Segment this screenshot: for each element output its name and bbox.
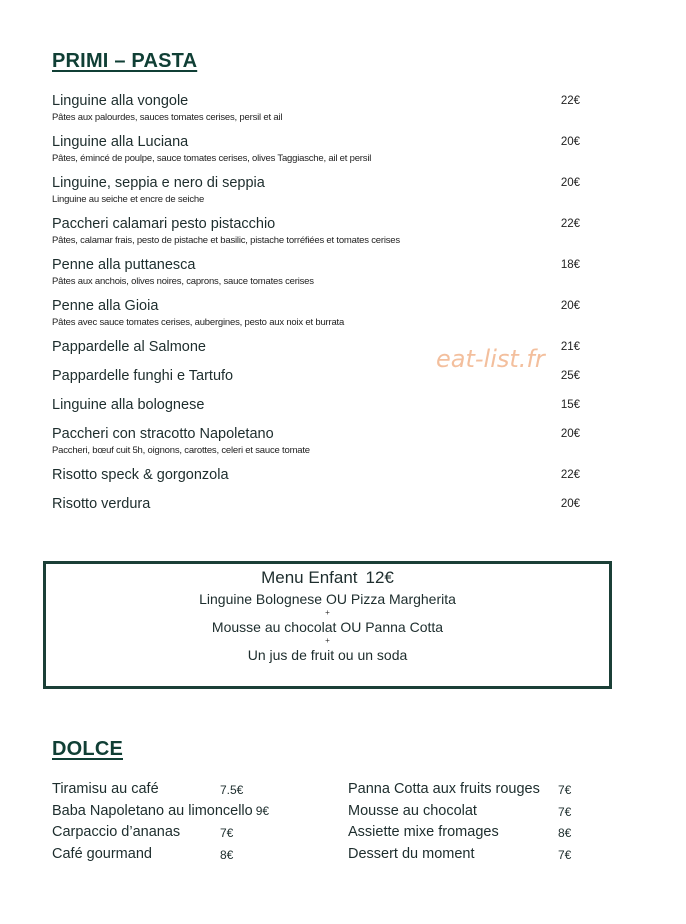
- dessert-name: Café gourmand: [52, 845, 152, 862]
- dish-price: 22€: [560, 469, 580, 481]
- menu-item: [52, 466, 592, 485]
- dish-name: Paccheri con stracotto Napoletano: [52, 426, 274, 442]
- dish-price: 21€: [560, 341, 580, 353]
- dish-name: Linguine alla Luciana: [52, 134, 189, 150]
- dessert-name: Baba Napoletano au limoncello: [52, 802, 253, 819]
- menu-item: [52, 174, 592, 206]
- dish-name: Penne alla puttanesca: [52, 257, 196, 273]
- menu-item: [52, 396, 592, 415]
- dish-description: Pâtes avec sauce tomates cerises, aubergines, pesto aux noix et burrata: [52, 317, 345, 328]
- menu-item: [52, 425, 592, 457]
- dessert-price: 8€: [220, 847, 234, 862]
- kids-menu-box: [43, 561, 612, 689]
- dessert-name: Panna Cotta aux fruits rouges: [348, 781, 540, 797]
- dessert-item: [348, 823, 588, 845]
- dessert-name: Assiette mixe fromages: [348, 824, 499, 840]
- menu-item: [52, 133, 592, 165]
- dolce-left-column: [52, 780, 292, 866]
- dish-price: 20€: [560, 136, 580, 148]
- dish-price: 22€: [560, 95, 580, 107]
- dish-description: Pâtes aux anchois, olives noires, caprons, sauce tomates cerises: [52, 276, 314, 287]
- menu-item: [52, 297, 592, 329]
- dish-price: 18€: [560, 259, 580, 271]
- dessert-price: 7€: [558, 847, 572, 862]
- dish-name: Pappardelle funghi e Tartufo: [52, 368, 234, 384]
- dessert-item: [348, 780, 588, 802]
- dish-name: Risotto speck & gorgonzola: [52, 467, 229, 483]
- dessert-item: [52, 780, 292, 802]
- watermark-text: eat-list.fr: [436, 345, 545, 373]
- kids-menu-heading: [46, 568, 609, 588]
- menu-item: [52, 92, 592, 124]
- dish-description: Pâtes, émincé de poulpe, sauce tomates cerises, olives Taggiasche, ail et persil: [52, 153, 372, 164]
- dish-price: 20€: [560, 428, 580, 440]
- dish-name: Pappardelle al Salmone: [52, 339, 206, 355]
- dish-price: 22€: [560, 218, 580, 230]
- dessert-price: 7€: [558, 804, 572, 819]
- kids-menu-drink-choice: Un jus de fruit ou un soda: [247, 647, 408, 663]
- menu-item: [52, 256, 592, 288]
- dish-description: Pâtes aux palourdes, sauces tomates cerises, persil et ail: [52, 112, 283, 123]
- kids-menu-title: Menu Enfant: [261, 568, 358, 587]
- dessert-price: 7.5€: [220, 783, 244, 797]
- primi-section-title: PRIMI – PASTA: [52, 50, 198, 72]
- pasta-list: [52, 92, 592, 524]
- dessert-name: Carpaccio d’ananas: [52, 824, 181, 840]
- dessert-item: [348, 845, 588, 867]
- dessert-price: 7€: [558, 783, 572, 797]
- dish-name: Risotto verdura: [52, 496, 151, 512]
- kids-menu-price: 12€: [365, 568, 394, 587]
- dish-price: 20€: [560, 498, 580, 510]
- menu-item: [52, 215, 592, 247]
- dessert-name: Dessert du moment: [348, 845, 475, 862]
- dish-name: Linguine, seppia e nero di seppia: [52, 175, 265, 191]
- dessert-name: Tiramisu au café: [52, 781, 159, 797]
- dessert-item: [52, 823, 292, 845]
- dessert-item: [348, 802, 588, 824]
- kids-menu-main-choice: Linguine Bolognese OU Pizza Margherita: [199, 591, 456, 607]
- dish-description: Linguine au seiche et encre de seiche: [52, 194, 205, 205]
- dish-name: Paccheri calamari pesto pistacchio: [52, 216, 276, 232]
- dish-description: Pâtes, calamar frais, pesto de pistache et basilic, pistache torréfiées et tomates cerises: [52, 235, 400, 246]
- dessert-price: 8€: [558, 826, 572, 840]
- dish-description: Paccheri, bœuf cuit 5h, oignons, carottes, celeri et sauce tomate: [52, 445, 310, 456]
- dolce-right-column: [348, 780, 588, 866]
- dessert-item: [52, 845, 292, 867]
- kids-menu-plus: +: [325, 608, 330, 617]
- dish-name: Linguine alla bolognese: [52, 397, 205, 413]
- dessert-price: 9€: [255, 803, 270, 818]
- kids-menu-plus: +: [325, 636, 330, 645]
- dish-price: 20€: [560, 300, 580, 312]
- dish-name: Linguine alla vongole: [52, 93, 189, 109]
- dessert-price: 7€: [220, 826, 234, 840]
- dish-price: 15€: [560, 399, 580, 411]
- dolce-section-title: DOLCE: [52, 738, 123, 760]
- dessert-item: [52, 802, 292, 824]
- dessert-name: Mousse au chocolat: [348, 802, 477, 819]
- dish-name: Penne alla Gioia: [52, 298, 159, 314]
- dish-price: 20€: [560, 177, 580, 189]
- menu-item: [52, 495, 592, 514]
- kids-menu-dessert-choice: Mousse au chocolat OU Panna Cotta: [211, 619, 444, 635]
- dish-price: 25€: [560, 370, 580, 382]
